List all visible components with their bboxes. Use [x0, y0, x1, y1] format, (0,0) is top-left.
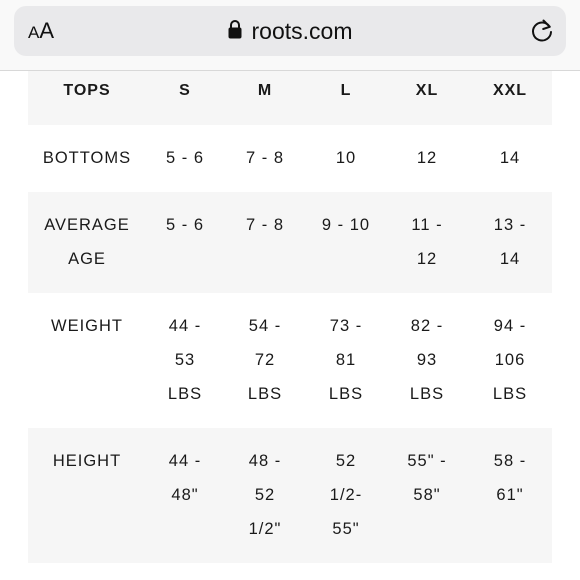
table-cell [146, 192, 224, 293]
url-text: roots.com [251, 18, 353, 44]
table-header-row [28, 71, 552, 125]
cell-text: 11 - [411, 216, 443, 234]
row-label-text: HEIGHT [52, 452, 122, 470]
table-cell [386, 125, 468, 192]
cell-text: 73 - [329, 317, 363, 335]
row-label [28, 192, 146, 293]
table-cell [224, 192, 306, 293]
table-cell [306, 125, 386, 192]
cell-text: 12 [416, 250, 438, 268]
cell-text: 10 [335, 149, 357, 167]
lock-icon [228, 19, 242, 39]
cell-text: 81 [335, 351, 357, 369]
cell-text: 55" [332, 520, 360, 538]
cell-text: 1/2" [248, 520, 282, 538]
cell-text: 44 - [168, 317, 202, 335]
row-label-text: BOTTOMS [42, 149, 132, 167]
table-row-weight [28, 293, 552, 428]
cell-text: 9 - 10 [321, 216, 371, 234]
row-label-text: WEIGHT [51, 317, 123, 335]
cell-text: 14 [499, 149, 521, 167]
cell-text: 52 [254, 486, 276, 504]
cell-text: 54 - [248, 317, 282, 335]
url-display[interactable] [14, 17, 566, 45]
column-header-s: S [179, 82, 191, 99]
cell-text: 55" - [407, 452, 447, 470]
table-cell [146, 428, 224, 563]
address-bar[interactable] [14, 6, 566, 56]
row-label [28, 293, 146, 428]
text-size-small-a: A [28, 23, 40, 42]
cell-text: 5 - 6 [165, 216, 205, 234]
table-row-average-age [28, 192, 552, 293]
row-label-text: AGE [68, 250, 106, 268]
cell-text: LBS [328, 385, 364, 403]
table-cell [386, 428, 468, 563]
cell-text: 106 [494, 351, 526, 369]
table-row-height [28, 428, 552, 563]
table-cell [306, 192, 386, 293]
column-header-xl: XL [415, 82, 439, 99]
table-row-bottoms [28, 125, 552, 192]
table-cell [306, 293, 386, 428]
row-label-text: AVERAGE [44, 216, 130, 234]
cell-text: 93 [416, 351, 438, 369]
text-size-large-a: A [39, 18, 55, 43]
cell-text: 61" [496, 486, 524, 504]
table-cell [386, 192, 468, 293]
table-cell [306, 428, 386, 563]
cell-text: 5 - 6 [165, 149, 205, 167]
cell-text: 58 - [493, 452, 527, 470]
table-cell [224, 293, 306, 428]
column-header-m: M [257, 82, 273, 99]
cell-text: 44 - [168, 452, 202, 470]
table-cell [468, 192, 552, 293]
table-cell [468, 293, 552, 428]
cell-text: 1/2- [329, 486, 363, 504]
cell-text: 72 [254, 351, 276, 369]
size-chart-table [28, 71, 552, 563]
table-cell [146, 293, 224, 428]
cell-text: 13 - [493, 216, 527, 234]
table-cell [468, 428, 552, 563]
row-label [28, 428, 146, 563]
cell-text: 48" [171, 486, 199, 504]
cell-text: LBS [492, 385, 528, 403]
column-header-l: L [340, 82, 352, 99]
cell-text: 52 [335, 452, 357, 470]
browser-toolbar [0, 0, 580, 71]
table-cell [224, 125, 306, 192]
cell-text: 94 - [493, 317, 527, 335]
cell-text: 12 [416, 149, 438, 167]
cell-text: 53 [174, 351, 196, 369]
column-header-xxl: XXL [492, 82, 528, 99]
table-cell [468, 125, 552, 192]
reload-icon[interactable] [528, 17, 556, 45]
cell-text: LBS [409, 385, 445, 403]
cell-text: LBS [247, 385, 283, 403]
column-header-tops: TOPS [63, 82, 111, 99]
row-label [28, 125, 146, 192]
cell-text: 7 - 8 [245, 216, 285, 234]
table-cell [386, 293, 468, 428]
table-cell [224, 428, 306, 563]
table-cell [146, 125, 224, 192]
cell-text: 14 [499, 250, 521, 268]
cell-text: LBS [167, 385, 203, 403]
cell-text: 58" [413, 486, 441, 504]
cell-text: 82 - [410, 317, 444, 335]
cell-text: 48 - [248, 452, 282, 470]
cell-text: 7 - 8 [245, 149, 285, 167]
